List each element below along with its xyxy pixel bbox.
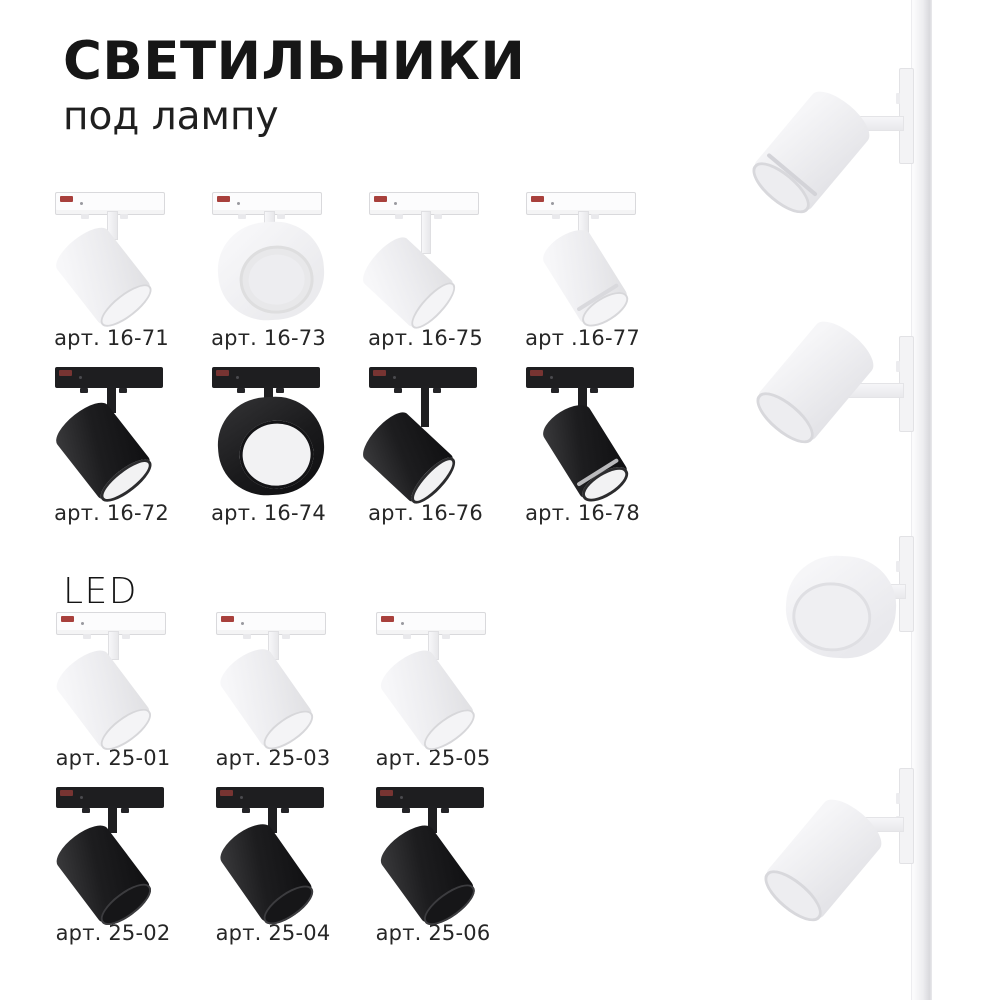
section-led-products (33, 606, 513, 956)
article-label: арт. 16-73 (211, 326, 326, 350)
track-adapter (55, 367, 163, 388)
track-fixture-4 (758, 791, 889, 928)
lamp-body (50, 643, 156, 755)
spotlight-image (198, 781, 348, 913)
brand-tag (221, 616, 234, 622)
lamp-body (49, 220, 156, 332)
product-16-76 (347, 361, 504, 536)
spotlight-image (358, 606, 508, 738)
lamp-body (374, 818, 479, 930)
product-16-77 (504, 186, 661, 361)
lamp-body (537, 398, 633, 506)
brand-tag (217, 196, 230, 202)
page-subtitle: под лампу (63, 94, 279, 140)
article-label: арт. 25-01 (55, 746, 171, 770)
brand-tag (61, 616, 74, 622)
lamp-body (49, 395, 156, 507)
lamp-body (214, 218, 327, 323)
brand-tag (59, 370, 72, 376)
product-25-01 (33, 606, 193, 781)
lamp-face (237, 418, 316, 492)
lamp-face (237, 243, 316, 317)
product-25-03 (193, 606, 353, 781)
lamp-body (374, 643, 479, 755)
lamp-face (790, 579, 874, 654)
article-label: арт .16-77 (525, 326, 640, 350)
spotlight-image (38, 781, 188, 913)
lamp-body (50, 818, 156, 930)
track-adapter (56, 787, 164, 808)
track-adapter-plate (899, 768, 914, 864)
spotlight-image (37, 186, 187, 318)
spotlight-image (358, 781, 508, 913)
track-display (700, 0, 1000, 1000)
led-heading: LED (63, 570, 139, 612)
article-label: арт. 16-75 (368, 326, 483, 350)
product-25-05 (353, 606, 513, 781)
track-adapter (369, 367, 477, 388)
product-16-71 (33, 186, 190, 361)
spotlight-image (508, 361, 658, 493)
brand-tag (216, 370, 229, 376)
article-label: арт. 16-72 (54, 501, 169, 525)
lamp-face (94, 277, 157, 333)
brand-tag (380, 790, 393, 796)
article-label: арт. 25-02 (55, 921, 171, 945)
product-16-78 (504, 361, 661, 536)
brand-tag (60, 790, 73, 796)
product-25-02 (33, 781, 193, 956)
product-16-75 (347, 186, 504, 361)
brand-tag (531, 196, 544, 202)
track-adapter (526, 367, 634, 388)
brand-tag (60, 196, 73, 202)
lamp-face (757, 862, 829, 929)
lamp-body (214, 816, 318, 929)
spotlight-image (198, 606, 348, 738)
screw-dot (237, 202, 240, 205)
screw-dot (79, 376, 82, 379)
spotlight-image (194, 361, 344, 493)
product-25-06 (353, 781, 513, 956)
article-label: арт. 25-04 (215, 921, 331, 945)
article-label: арт. 25-06 (375, 921, 491, 945)
screw-dot (80, 202, 83, 205)
track-adapter (376, 787, 484, 808)
screw-dot (401, 622, 404, 625)
spotlight-image (351, 186, 501, 318)
spotlight-image (37, 361, 187, 493)
article-label: арт. 25-05 (375, 746, 491, 770)
header (63, 31, 526, 140)
brand-tag (381, 616, 394, 622)
spotlight-image (194, 186, 344, 318)
track-rail (911, 0, 932, 1000)
lamp-body (214, 393, 327, 498)
mount-stem (421, 211, 431, 254)
screw-dot (81, 622, 84, 625)
article-label: арт. 16-71 (54, 326, 169, 350)
product-25-04 (193, 781, 353, 956)
brand-tag (530, 370, 543, 376)
lamp-face (94, 452, 157, 508)
track-fixture-1 (746, 83, 877, 220)
lamp-body (356, 406, 460, 509)
page-title: СВЕТИЛЬНИКИ (63, 31, 526, 92)
article-label: арт. 16-76 (368, 501, 483, 525)
track-adapter (212, 367, 320, 388)
spotlight-image (351, 361, 501, 493)
product-16-74 (190, 361, 347, 536)
screw-dot (394, 202, 397, 205)
screw-dot (400, 796, 403, 799)
lamp-body (356, 231, 460, 334)
lamp-body (537, 223, 633, 331)
section-lamp-products (33, 186, 661, 536)
spotlight-image (508, 186, 658, 318)
brand-tag (373, 370, 386, 376)
lamp-face (749, 384, 821, 451)
screw-dot (550, 376, 553, 379)
track-fixture-3 (783, 552, 900, 661)
spotlight-image (38, 606, 188, 738)
article-label: арт. 25-03 (215, 746, 331, 770)
article-label: арт. 16-78 (525, 501, 640, 525)
screw-dot (236, 376, 239, 379)
screw-dot (240, 796, 243, 799)
lamp-face (745, 154, 817, 221)
mount-stem (421, 386, 429, 427)
lamp-body (214, 641, 318, 754)
track-fixture-2 (750, 313, 881, 450)
brand-tag (220, 790, 233, 796)
track-adapter (216, 787, 324, 808)
screw-dot (241, 622, 244, 625)
mount-stem (108, 806, 117, 833)
article-label: арт. 16-74 (211, 501, 326, 525)
screw-dot (80, 796, 83, 799)
product-16-73 (190, 186, 347, 361)
brand-tag (374, 196, 387, 202)
screw-dot (393, 376, 396, 379)
product-16-72 (33, 361, 190, 536)
screw-dot (551, 202, 554, 205)
